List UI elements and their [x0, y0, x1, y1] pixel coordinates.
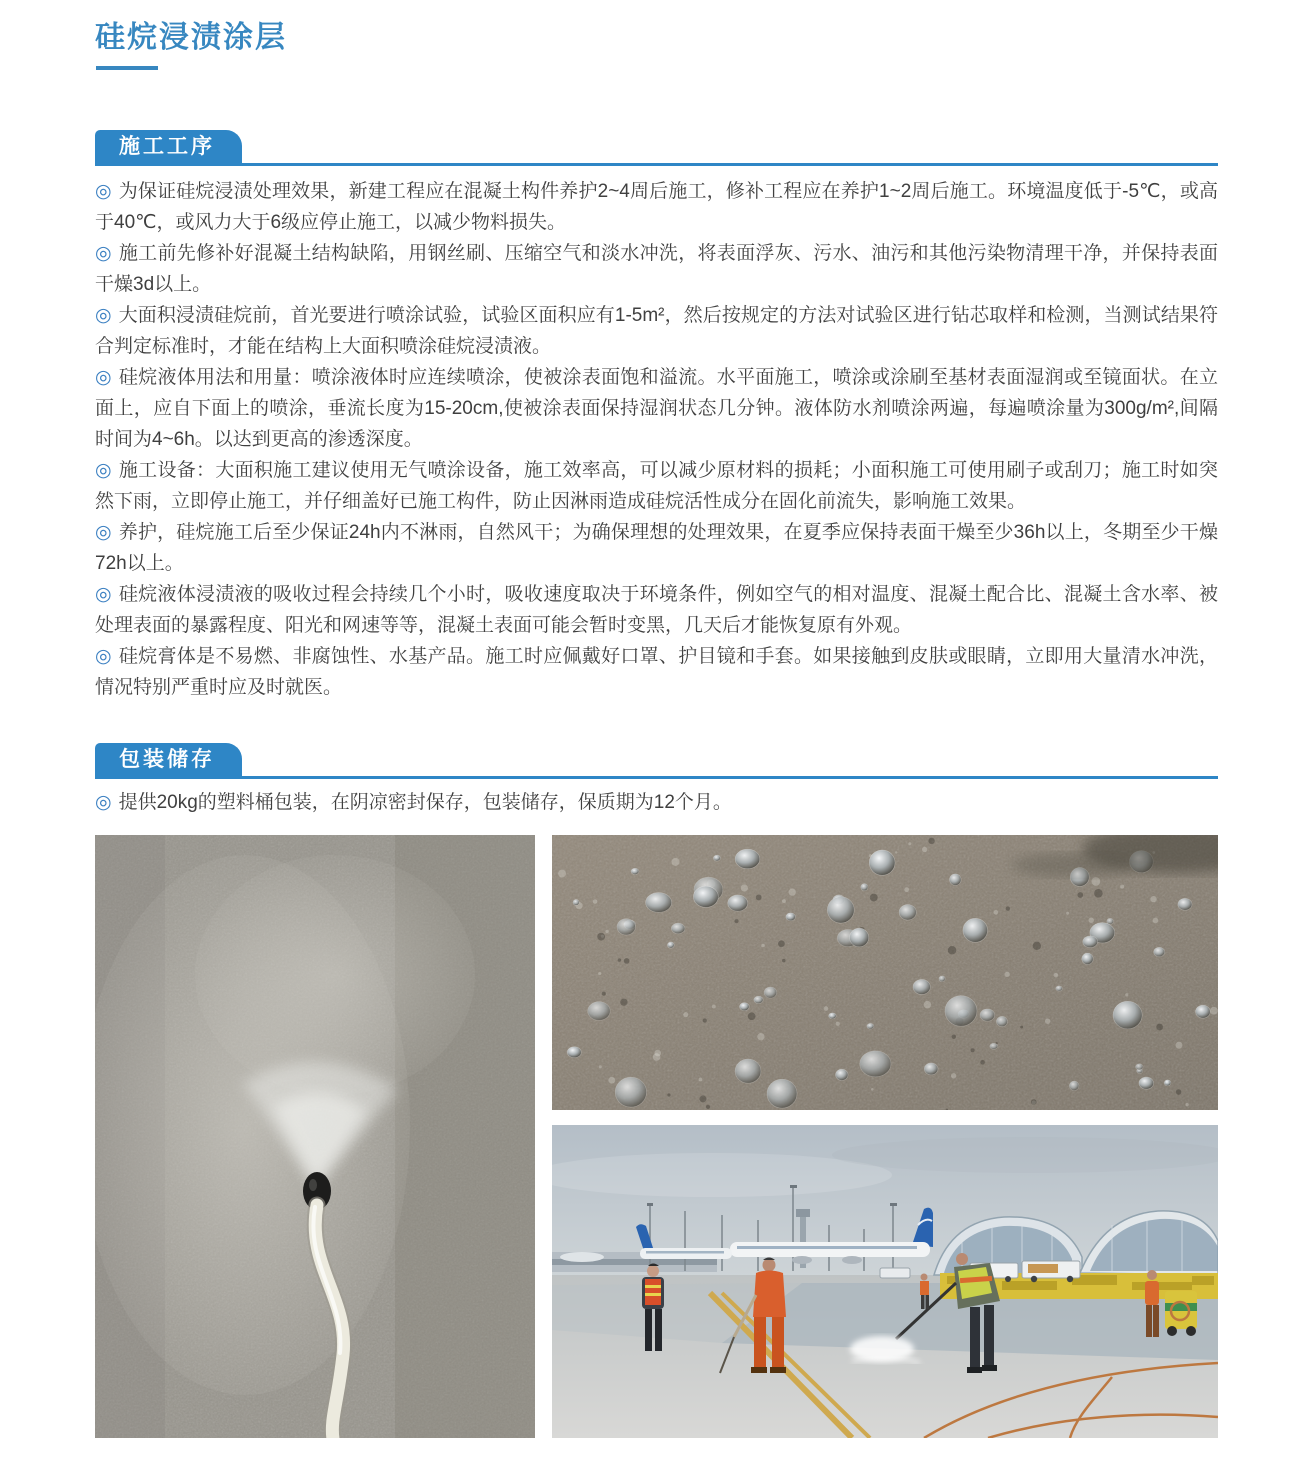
section-header-construction [95, 130, 1218, 166]
bullet-item [95, 579, 1218, 641]
bullet-text: 硅烷膏体是不易燃、非腐蚀性、水基产品。施工时应佩戴好口罩、护目镜和手套。如果接触到皮肤或眼睛，立即用大量清水冲洗，情况特别严重时应及时就医。 [95, 646, 1218, 698]
bullet-item [95, 455, 1218, 517]
bullet-text: 提供20kg的塑料桶包装，在阴凉密封保存，包装储存，保质期为12个月。 [118, 792, 732, 813]
bullet-icon: ◎ [95, 367, 112, 388]
photo-silane-spray-wall [95, 835, 535, 1438]
section-tab-label: 包装储存 [95, 743, 242, 776]
bullet-icon: ◎ [95, 243, 112, 264]
bullet-text: 硅烷液体用法和用量：喷涂液体时应连续喷涂，使被涂表面饱和溢流。水平面施工，喷涂或涂刷至基材表面湿润或至镜面状。在立面上，应自下面上的喷涂，垂流长度为15-20cm,使被涂表面保持湿润状态几分钟。液体防水剂喷涂两遍，每遍喷涂量为300g/m²,间隔时间为4~6h。以达到更高的渗透深度。 [95, 367, 1218, 450]
airport-illustration [552, 1125, 1218, 1438]
bullet-item [95, 787, 1218, 818]
bullet-text: 养护，硅烷施工后至少保证24h内不淋雨，自然风干；为确保理想的处理效果，在夏季应保持表面干燥至少36h以上，冬期至少干燥72h以上。 [95, 522, 1218, 574]
bullet-item [95, 517, 1218, 579]
packaging-bullet-list [95, 787, 1218, 818]
page-title: 硅烷浸渍涂层 [95, 21, 287, 54]
bullet-item [95, 238, 1218, 300]
construction-bullet-list [95, 176, 1218, 703]
bullet-icon: ◎ [95, 305, 112, 326]
section-rule [95, 163, 1218, 166]
bullet-icon: ◎ [95, 181, 112, 202]
distant-aircraft [560, 1252, 604, 1262]
title-underline [96, 66, 158, 70]
bullet-item [95, 362, 1218, 455]
bullet-text: 硅烷液体浸渍液的吸收过程会持续几个小时，吸收速度取决于环境条件，例如空气的相对温度、混凝土配合比、混凝土含水率、被处理表面的暴露程度、阳光和网速等等，混凝土表面可能会暂时变黑，几天后才能恢复原有外观。 [95, 584, 1218, 636]
bullet-item [95, 176, 1218, 238]
bullet-icon: ◎ [95, 584, 112, 605]
bullet-icon: ◎ [95, 460, 112, 481]
section-tab-label: 施工工序 [95, 130, 242, 163]
wall-spray-illustration [95, 835, 535, 1438]
photo-airport-apron [552, 1125, 1218, 1438]
bullet-icon: ◎ [95, 646, 112, 667]
section-header-packaging [95, 743, 1218, 779]
water-beads-illustration [552, 835, 1218, 1110]
bullet-item [95, 300, 1218, 362]
section-rule [95, 776, 1218, 779]
bullet-text: 施工设备：大面积施工建议使用无气喷涂设备，施工效率高，可以减少原材料的损耗；小面积施工可使用刷子或刮刀；施工时如突然下雨，立即停止施工，并仔细盖好已施工构件，防止因淋雨造成硅烷活性成分在固化前流失，影响施工效果。 [95, 460, 1218, 512]
bullet-icon: ◎ [95, 792, 112, 813]
bullet-icon: ◎ [95, 522, 112, 543]
photo-water-beads [552, 835, 1218, 1110]
bullet-text: 大面积浸渍硅烷前，首光要进行喷涂试验，试验区面积应有1-5m²，然后按规定的方法对试验区进行钻芯取样和检测，当测试结果符合判定标准时，才能在结构上大面积喷涂硅烷浸渍液。 [95, 305, 1218, 357]
bullet-text: 施工前先修补好混凝土结构缺陷，用钢丝刷、压缩空气和淡水冲洗，将表面浮灰、污水、油污和其他污染物清理干净，并保持表面干燥3d以上。 [95, 243, 1218, 295]
bullet-item [95, 641, 1218, 703]
bullet-text: 为保证硅烷浸渍处理效果，新建工程应在混凝土构件养护2~4周后施工，修补工程应在养护1~2周后施工。环境温度低于-5℃，或高于40℃，或风力大于6级应停止施工，以减少物料损失。 [95, 181, 1218, 233]
